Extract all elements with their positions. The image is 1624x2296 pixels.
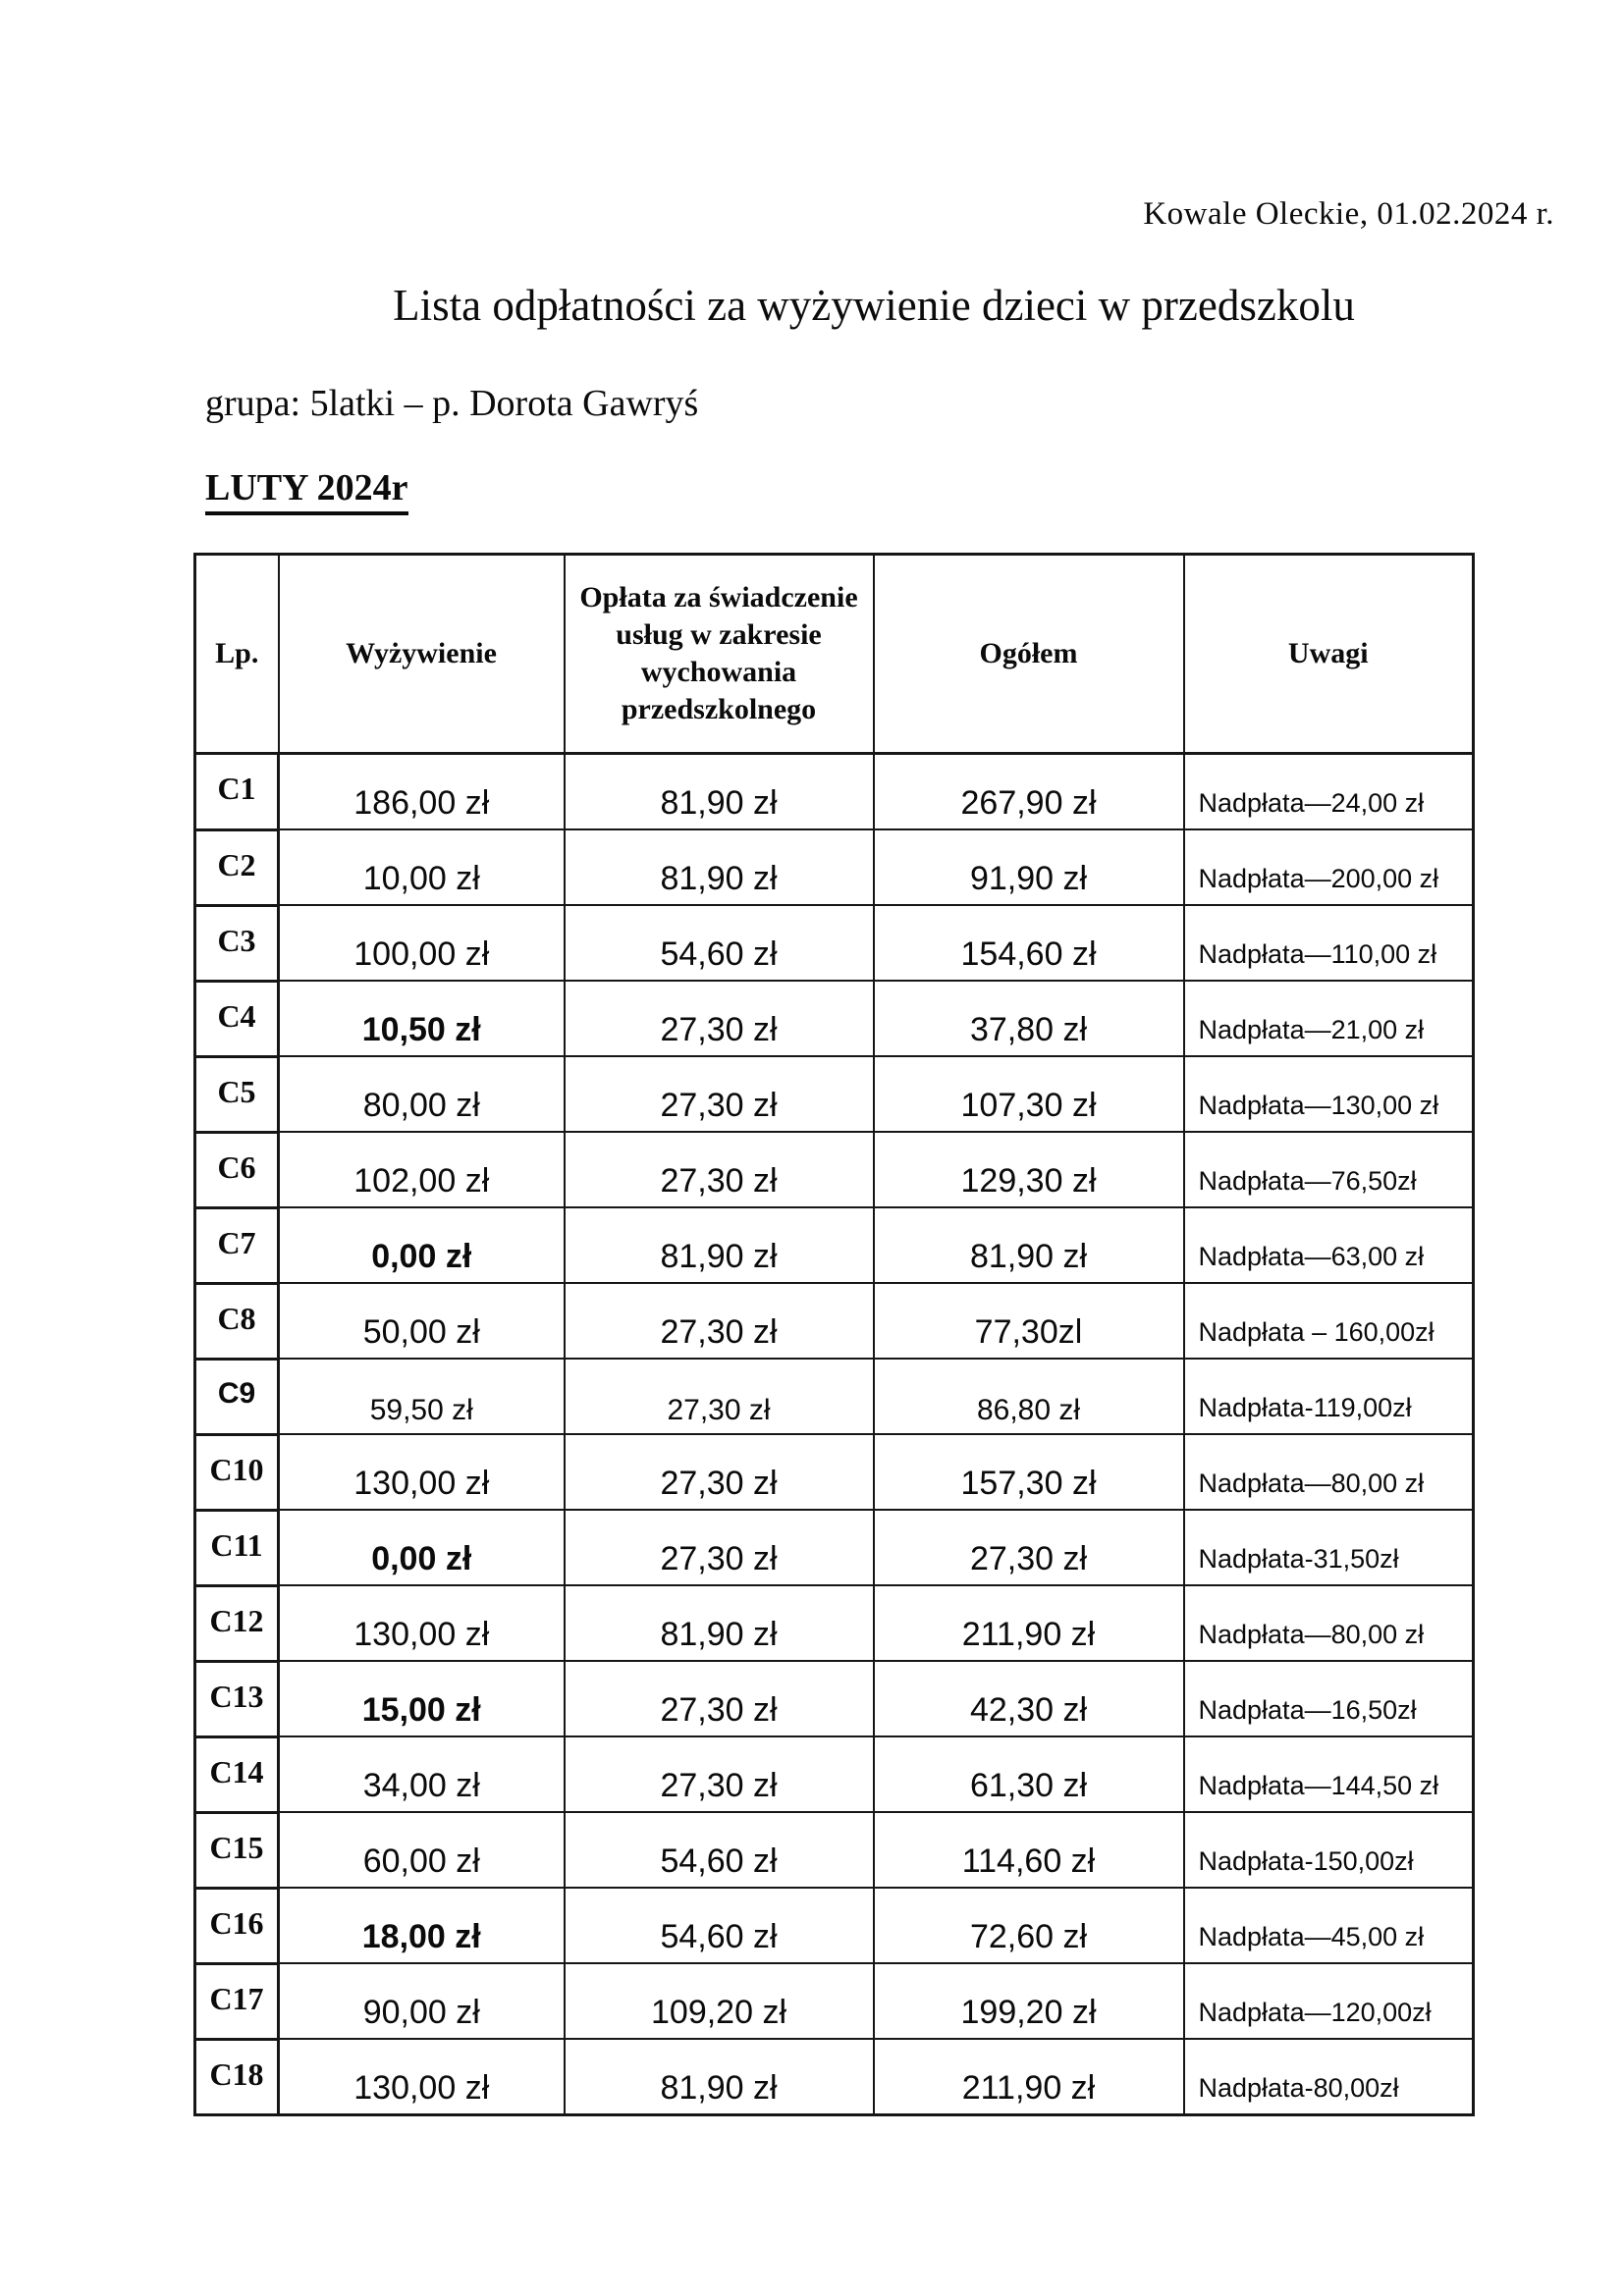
lp-cell: C10 [195, 1434, 279, 1510]
ogolem-cell: 86,80 zł [874, 1359, 1184, 1434]
table-row [195, 1434, 1474, 1510]
document-content [193, 0, 1554, 2116]
wyzywienie-cell: 102,00 zł [279, 1132, 565, 1207]
payments-table [193, 553, 1475, 2116]
oplata-cell: 81,90 zł [565, 829, 874, 905]
oplata-cell: 54,60 zł [565, 1812, 874, 1888]
wyzywienie-cell: 59,50 zł [279, 1359, 565, 1434]
oplata-cell: 109,20 zł [565, 1963, 874, 2039]
uwagi-cell: Nadpłata—45,00 zł [1184, 1888, 1474, 1963]
wyzywienie-cell: 80,00 zł [279, 1056, 565, 1132]
table-row [195, 1359, 1474, 1434]
ogolem-cell: 129,30 zł [874, 1132, 1184, 1207]
uwagi-cell: Nadpłata—16,50zł [1184, 1661, 1474, 1736]
table-row [195, 1056, 1474, 1132]
uwagi-cell: Nadpłata—200,00 zł [1184, 829, 1474, 905]
uwagi-cell: Nadpłata—120,00zł [1184, 1963, 1474, 2039]
oplata-cell: 27,30 zł [565, 1132, 874, 1207]
header-lp: Lp. [195, 555, 279, 754]
date-line: Kowale Oleckie, 01.02.2024 r. [1143, 196, 1554, 232]
lp-cell: C14 [195, 1736, 279, 1812]
uwagi-cell: Nadpłata—24,00 zł [1184, 754, 1474, 830]
lp-cell: C11 [195, 1510, 279, 1585]
oplata-cell: 27,30 zł [565, 1434, 874, 1510]
table-row [195, 1888, 1474, 1963]
oplata-cell: 81,90 zł [565, 1585, 874, 1661]
lp-cell: C1 [195, 754, 279, 830]
table-body [195, 754, 1474, 2115]
oplata-cell: 27,30 zł [565, 1359, 874, 1434]
page-title: Lista odpłatności za wyżywienie dzieci w przedszkolu [393, 281, 1355, 330]
header-ogolem: Ogółem [874, 555, 1184, 754]
header-wyzywienie: Wyżywienie [279, 555, 565, 754]
wyzywienie-cell: 34,00 zł [279, 1736, 565, 1812]
table-header [195, 555, 1474, 754]
oplata-cell: 27,30 zł [565, 981, 874, 1056]
uwagi-cell: Nadpłata—21,00 zł [1184, 981, 1474, 1056]
ogolem-cell: 157,30 zł [874, 1434, 1184, 1510]
uwagi-cell: Nadpłata—76,50zł [1184, 1132, 1474, 1207]
uwagi-cell: Nadpłata-119,00zł [1184, 1359, 1474, 1434]
uwagi-cell: Nadpłata – 160,00zł [1184, 1283, 1474, 1359]
ogolem-cell: 91,90 zł [874, 829, 1184, 905]
ogolem-cell: 61,30 zł [874, 1736, 1184, 1812]
ogolem-cell: 211,90 zł [874, 2039, 1184, 2115]
wyzywienie-cell: 10,50 zł [279, 981, 565, 1056]
lp-cell: C18 [195, 2039, 279, 2115]
oplata-cell: 81,90 zł [565, 754, 874, 830]
wyzywienie-cell: 100,00 zł [279, 905, 565, 981]
table-row [195, 1812, 1474, 1888]
uwagi-cell: Nadpłata-150,00zł [1184, 1812, 1474, 1888]
table-row [195, 754, 1474, 830]
ogolem-cell: 72,60 zł [874, 1888, 1184, 1963]
uwagi-cell: Nadpłata—144,50 zł [1184, 1736, 1474, 1812]
wyzywienie-cell: 0,00 zł [279, 1510, 565, 1585]
oplata-cell: 27,30 zł [565, 1510, 874, 1585]
lp-cell: C7 [195, 1207, 279, 1283]
table-row [195, 2039, 1474, 2115]
table-row [195, 1283, 1474, 1359]
lp-cell: C6 [195, 1132, 279, 1207]
table-row [195, 905, 1474, 981]
uwagi-cell: Nadpłata—130,00 zł [1184, 1056, 1474, 1132]
wyzywienie-cell: 0,00 zł [279, 1207, 565, 1283]
wyzywienie-cell: 10,00 zł [279, 829, 565, 905]
header-row [195, 555, 1474, 754]
lp-cell: C16 [195, 1888, 279, 1963]
wyzywienie-cell: 15,00 zł [279, 1661, 565, 1736]
uwagi-cell: Nadpłata—63,00 zł [1184, 1207, 1474, 1283]
month-heading-text: LUTY 2024r [205, 465, 408, 515]
uwagi-cell: Nadpłata-31,50zł [1184, 1510, 1474, 1585]
month-heading [193, 465, 1554, 515]
ogolem-cell: 114,60 zł [874, 1812, 1184, 1888]
lp-cell: C15 [195, 1812, 279, 1888]
uwagi-cell: Nadpłata—80,00 zł [1184, 1434, 1474, 1510]
lp-cell: C4 [195, 981, 279, 1056]
table-row [195, 1963, 1474, 2039]
wyzywienie-cell: 186,00 zł [279, 754, 565, 830]
group-line: grupa: 5latki – p. Dorota Gawryś [205, 383, 699, 424]
ogolem-cell: 81,90 zł [874, 1207, 1184, 1283]
table-row [195, 1736, 1474, 1812]
lp-cell: C8 [195, 1283, 279, 1359]
ogolem-cell: 267,90 zł [874, 754, 1184, 830]
header-oplata: Opłata za świadczenie usług w zakresie wychowania przedszkolnego [565, 555, 874, 754]
lp-cell: C17 [195, 1963, 279, 2039]
wyzywienie-cell: 130,00 zł [279, 2039, 565, 2115]
oplata-cell: 27,30 zł [565, 1283, 874, 1359]
lp-cell: C12 [195, 1585, 279, 1661]
wyzywienie-cell: 130,00 zł [279, 1585, 565, 1661]
header-uwagi: Uwagi [1184, 555, 1474, 754]
oplata-cell: 27,30 zł [565, 1661, 874, 1736]
ogolem-cell: 37,80 zł [874, 981, 1184, 1056]
ogolem-cell: 154,60 zł [874, 905, 1184, 981]
lp-cell: C2 [195, 829, 279, 905]
table-row [195, 1661, 1474, 1736]
wyzywienie-cell: 60,00 zł [279, 1812, 565, 1888]
ogolem-cell: 107,30 zł [874, 1056, 1184, 1132]
wyzywienie-cell: 130,00 zł [279, 1434, 565, 1510]
lp-cell: C3 [195, 905, 279, 981]
ogolem-cell: 42,30 zł [874, 1661, 1184, 1736]
lp-cell: C9 [195, 1359, 279, 1434]
oplata-cell: 54,60 zł [565, 1888, 874, 1963]
table-row [195, 1585, 1474, 1661]
table-row [195, 1510, 1474, 1585]
lp-cell: C13 [195, 1661, 279, 1736]
oplata-cell: 54,60 zł [565, 905, 874, 981]
table-row [195, 981, 1474, 1056]
ogolem-cell: 199,20 zł [874, 1963, 1184, 2039]
table-row [195, 829, 1474, 905]
oplata-cell: 81,90 zł [565, 1207, 874, 1283]
uwagi-cell: Nadpłata-80,00zł [1184, 2039, 1474, 2115]
ogolem-cell: 27,30 zł [874, 1510, 1184, 1585]
table-row [195, 1207, 1474, 1283]
ogolem-cell: 77,30zl [874, 1283, 1184, 1359]
ogolem-cell: 211,90 zł [874, 1585, 1184, 1661]
uwagi-cell: Nadpłata—80,00 zł [1184, 1585, 1474, 1661]
lp-cell: C5 [195, 1056, 279, 1132]
uwagi-cell: Nadpłata—110,00 zł [1184, 905, 1474, 981]
oplata-cell: 81,90 zł [565, 2039, 874, 2115]
wyzywienie-cell: 50,00 zł [279, 1283, 565, 1359]
wyzywienie-cell: 90,00 zł [279, 1963, 565, 2039]
table-row [195, 1132, 1474, 1207]
oplata-cell: 27,30 zł [565, 1056, 874, 1132]
wyzywienie-cell: 18,00 zł [279, 1888, 565, 1963]
oplata-cell: 27,30 zł [565, 1736, 874, 1812]
